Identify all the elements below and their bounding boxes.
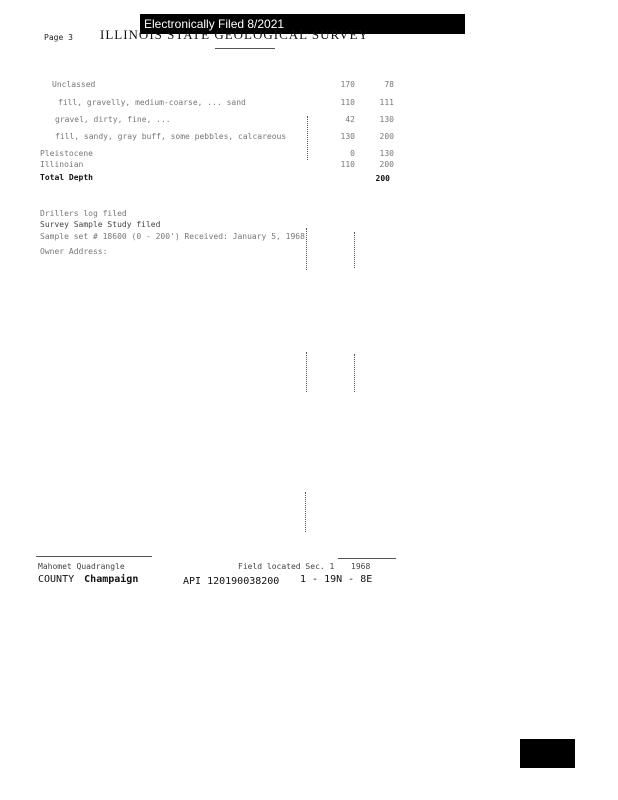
note-line: Sample set # 18600 (0 - 200') Received: January 5, 1968 [40, 232, 305, 241]
log-row-from: 0 [350, 149, 355, 158]
log-row-to: 200 [379, 160, 394, 169]
page-label: Page 3 [44, 33, 73, 42]
log-row-to: 78 [384, 80, 394, 89]
log-row-to: 111 [379, 98, 394, 107]
column-rule [307, 116, 308, 160]
county-field [38, 574, 138, 585]
log-row-desc: gravel, dirty, fine, ... [55, 115, 171, 124]
log-row-desc: fill, sandy, gray buff, some pebbles, calcareous [55, 132, 287, 141]
log-row-to: 130 [379, 149, 394, 158]
county-value: Champaign [84, 574, 139, 585]
quadrangle-label: Mahomet Quadrangle [38, 562, 125, 571]
log-row-to: 130 [379, 115, 394, 124]
field-location-label: Field located Sec. 1 [238, 562, 335, 571]
log-row-desc: Illinoian [40, 160, 84, 169]
footer-rule-right [338, 558, 396, 559]
survey-title: ILLINOIS STATE GEOLOGICAL SURVEY [100, 27, 369, 42]
log-row-from: 42 [345, 115, 355, 124]
log-row-from: 110 [340, 160, 355, 169]
log-row-desc: Pleistocene [40, 149, 93, 158]
column-rule [354, 354, 355, 392]
banner-text: Electronically Filed 8/2021 [144, 17, 285, 31]
column-rule [306, 228, 307, 270]
township-location: 1 - 19N - 8E [300, 574, 373, 585]
total-depth-value: 200 [375, 174, 390, 183]
note-line: Owner Address: [40, 247, 108, 256]
note-line: Survey Sample Study filed [40, 220, 161, 229]
log-row-to: 200 [379, 132, 394, 141]
title-underline [215, 48, 275, 49]
log-row-desc: Unclassed [52, 80, 96, 89]
log-row-from: 110 [340, 98, 355, 107]
county-label: COUNTY [38, 574, 75, 585]
column-rule [354, 232, 355, 268]
column-rule [305, 492, 306, 532]
footer-rule-left [36, 556, 152, 557]
log-row-from: 130 [340, 132, 355, 141]
log-row-desc: fill, gravelly, medium-coarse, ... sand [58, 98, 246, 107]
footer-year: 1968 [351, 562, 371, 571]
log-row-from: 170 [340, 80, 355, 89]
column-rule [306, 352, 307, 392]
total-depth-label: Total Depth [40, 173, 93, 182]
note-line: Drillers log filed [40, 209, 127, 218]
redaction-box [520, 739, 575, 768]
api-number: API 120190038200 [183, 576, 280, 587]
